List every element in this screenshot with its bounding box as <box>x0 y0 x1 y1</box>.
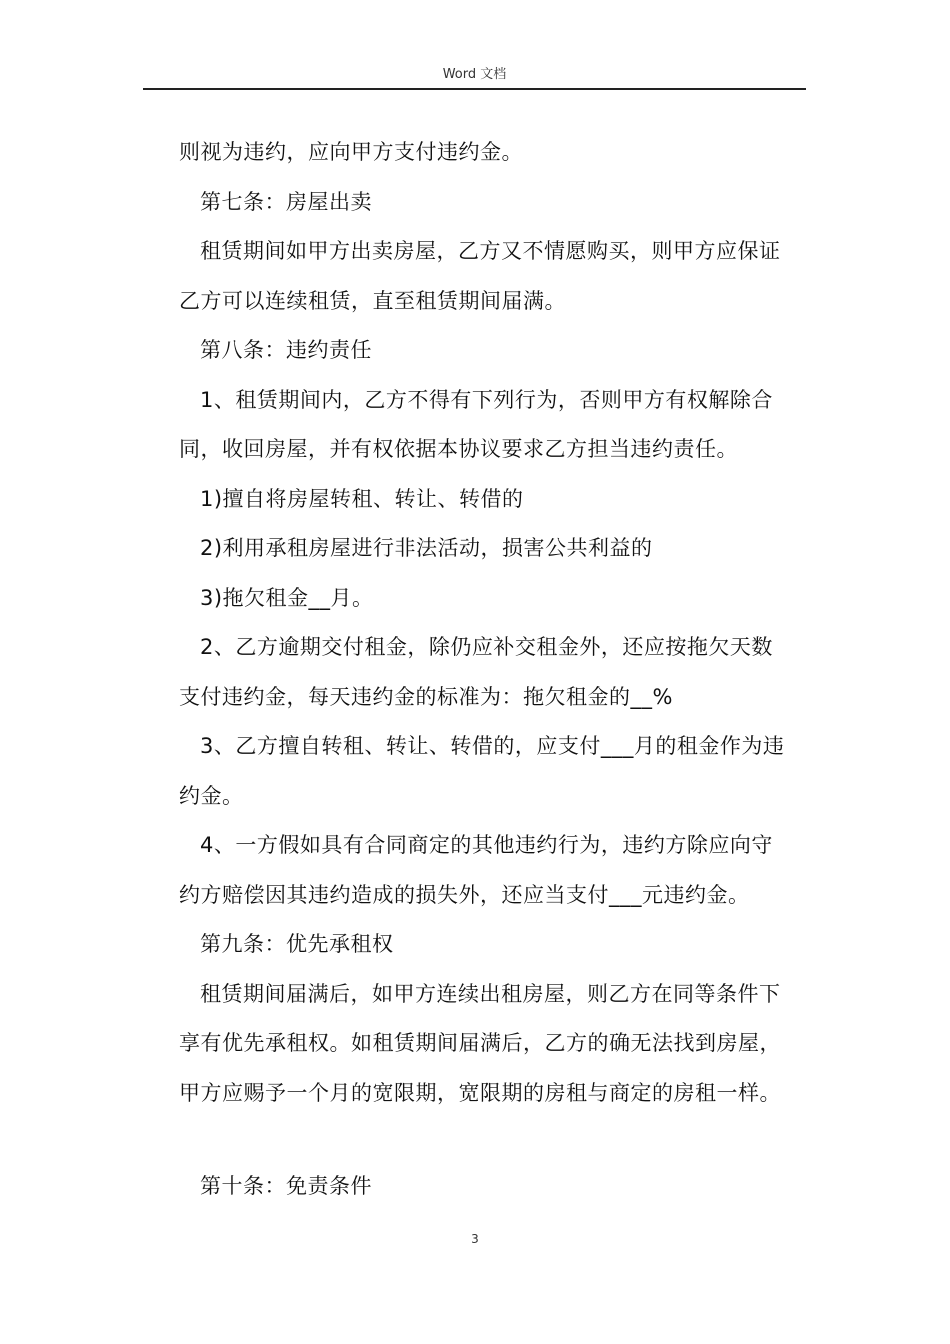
page-number: 3 <box>471 1232 479 1246</box>
section-heading-8: 第八条：违约责任 <box>200 338 372 362</box>
list-item-1: 1)擅自将房屋转租、转让、转借的 <box>200 486 524 511</box>
page-header <box>143 64 806 90</box>
section-heading-9: 第九条：优先承租权 <box>200 932 394 956</box>
text-line-18: 租赁期间届满后，如甲方连续出租房屋，则乙方在同等条件下 <box>200 981 781 1006</box>
text-line-6: 1、租赁期间内，乙方不得有下列行为，否则甲方有权解除合 <box>200 387 773 412</box>
text-line-15: 4、一方假如具有合同商定的其他违约行为，违约方除应向守 <box>200 833 773 857</box>
text-line-11: 2、乙方逾期交付租金，除仍应补交租金外，还应按拖欠天数 <box>200 635 773 659</box>
text-line-19: 享有优先承租权。如租赁期间届满后，乙方的确无法找到房屋， <box>179 1031 781 1055</box>
list-item-2: 2)利用承租房屋进行非法活动，损害公共利益的 <box>200 536 653 560</box>
paragraph-spacer <box>179 1118 809 1162</box>
text-line-20: 甲方应赐予一个月的宽限期，宽限期的房租与商定的房租一样。 <box>179 1080 781 1105</box>
header-title: Word 文档 <box>442 67 507 82</box>
text-line-3: 租赁期间如甲方出卖房屋，乙方又不情愿购买，则甲方应保证 <box>200 239 781 263</box>
text-line-12: 支付违约金，每天违约金的标准为：拖欠租金的__% <box>179 684 673 709</box>
text-line-1: 则视为违约，应向甲方支付违约金。 <box>179 140 523 164</box>
list-item-3: 3)拖欠租金__月。 <box>200 585 374 610</box>
text-line-16: 约方赔偿因其违约造成的损失外，还应当支付___元违约金。 <box>179 882 750 907</box>
section-heading-7: 第七条：房屋出卖 <box>200 189 372 214</box>
text-line-13: 3、乙方擅自转租、转让、转借的，应支付___月的租金作为违 <box>200 734 785 758</box>
text-line-7: 同，收回房屋，并有权依据本协议要求乙方担当违约责任。 <box>179 437 738 461</box>
text-line-14: 约金。 <box>179 783 244 808</box>
document-body <box>179 128 809 1212</box>
text-line-4: 乙方可以连续租赁，直至租赁期间届满。 <box>179 288 566 313</box>
section-heading-10: 第十条：免责条件 <box>200 1174 372 1198</box>
